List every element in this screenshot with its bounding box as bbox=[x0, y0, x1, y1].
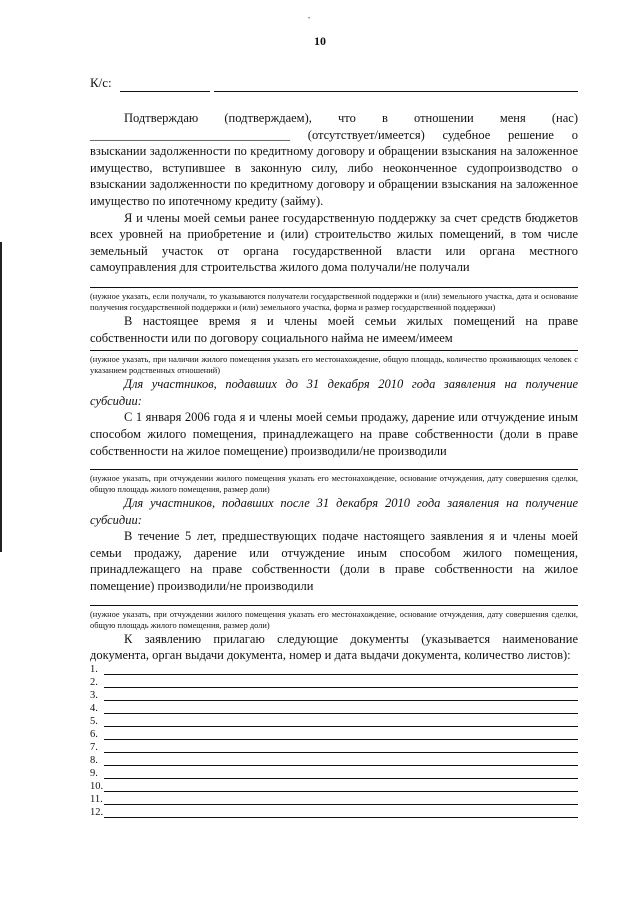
list-item[interactable]: 5. bbox=[90, 716, 578, 729]
list-item[interactable]: 4. bbox=[90, 703, 578, 716]
kc-label: К/с: bbox=[90, 75, 112, 90]
list-item[interactable]: 2. bbox=[90, 677, 578, 690]
list-item[interactable]: 7. bbox=[90, 742, 578, 755]
attachments-paragraph: К заявлению прилагаю следующие документы (указывается наименование документа, орган выдачи документа, номер и дата выдачи документа, количество листов): bbox=[90, 631, 578, 663]
attachments-list bbox=[90, 664, 578, 820]
housing-note: (нужное указать, при наличии жилого помещения указать его местонахождение, общую площадь, количество проживающих человек с указанием родственных отношений) bbox=[90, 355, 578, 376]
list-item[interactable]: 10. bbox=[90, 781, 578, 794]
court-decision-paragraph: Подтверждаю (подтверждаем), что в отношении меня (нас) ________________________________ (отсутствует/имеется) судебное решение о взыскании задолженности по кредитному договору и обращении взыскания на заложенное имущество, вступившее в законную силу, либо неоконченное судопроизводство о взыскании задолженности по кредитному договору и обращении взыскания на заложенное имущество по ипотечному кредиту (займу). bbox=[90, 111, 578, 208]
page-number: 10 bbox=[314, 34, 326, 48]
alienation-2006-note: (нужное указать, при отчуждении жилого помещения указать его местонахождение, основание отчуждения, дату совершения сделки, общую площадь жилого помещения, размер доли) bbox=[90, 474, 578, 495]
scan-speck: • bbox=[308, 16, 311, 22]
list-item[interactable]: 8. bbox=[90, 755, 578, 768]
heading-after-2010: Для участников, подавших после 31 декабря 2010 года заявления на получение субсидии: bbox=[90, 496, 578, 527]
list-item[interactable]: 6. bbox=[90, 729, 578, 742]
kc-row bbox=[90, 74, 578, 92]
list-item[interactable]: 9. bbox=[90, 768, 578, 781]
state-support-paragraph: Я и члены моей семьи ранее государственную поддержку за счет средств бюджетов всех уровней на приобретение и (или) строительство жилых помещений, в том числе земельный участок от органа государственной власти или органа местного самоуправления для строительства жилого дома получали/не получали bbox=[90, 210, 578, 275]
scan-edge-mark bbox=[0, 242, 2, 552]
form-content bbox=[90, 74, 578, 820]
list-item[interactable]: 3. bbox=[90, 690, 578, 703]
housing-paragraph: В настоящее время я и члены моей семьи жилых помещений на праве собственности или по договору социального найма не имеем/имеем bbox=[90, 313, 578, 345]
alienation-5years-paragraph: В течение 5 лет, предшествующих подаче настоящего заявления я и члены моей семьи продажу, дарение или отчуждение иным способом жилого помещения, принадлежащего на праве собственности (доли в праве собственности на жилое помещение) производили/не производили bbox=[90, 529, 578, 594]
alienation-5years-note: (нужное указать, при отчуждении жилого помещения указать его местонахождение, основание отчуждения, дату совершения сделки, общую площадь жилого помещения, размер доли) bbox=[90, 609, 578, 630]
list-item[interactable]: 11. bbox=[90, 794, 578, 807]
kc-field-1[interactable] bbox=[120, 79, 210, 92]
kc-field-2[interactable] bbox=[214, 79, 578, 92]
list-item[interactable]: 1. bbox=[90, 664, 578, 677]
heading-before-2010: Для участников, подавших до 31 декабря 2010 года заявления на получение субсидии: bbox=[90, 377, 578, 408]
alienation-2006-paragraph: С 1 января 2006 года я и члены моей семьи продажу, дарение или отчуждение иным способом жилого помещения, принадлежащего на праве собственности (доли в праве собственности на жилое помещение) производили/не производили bbox=[90, 410, 578, 458]
list-item[interactable]: 12. bbox=[90, 807, 578, 820]
state-support-note: (нужное указать, если получали, то указываются получатели государственной поддержки и (или) земельного участка, дата и основание получения государственной поддержки и (или) земельного участка, форма и размер государственной поддержки) bbox=[90, 291, 578, 312]
